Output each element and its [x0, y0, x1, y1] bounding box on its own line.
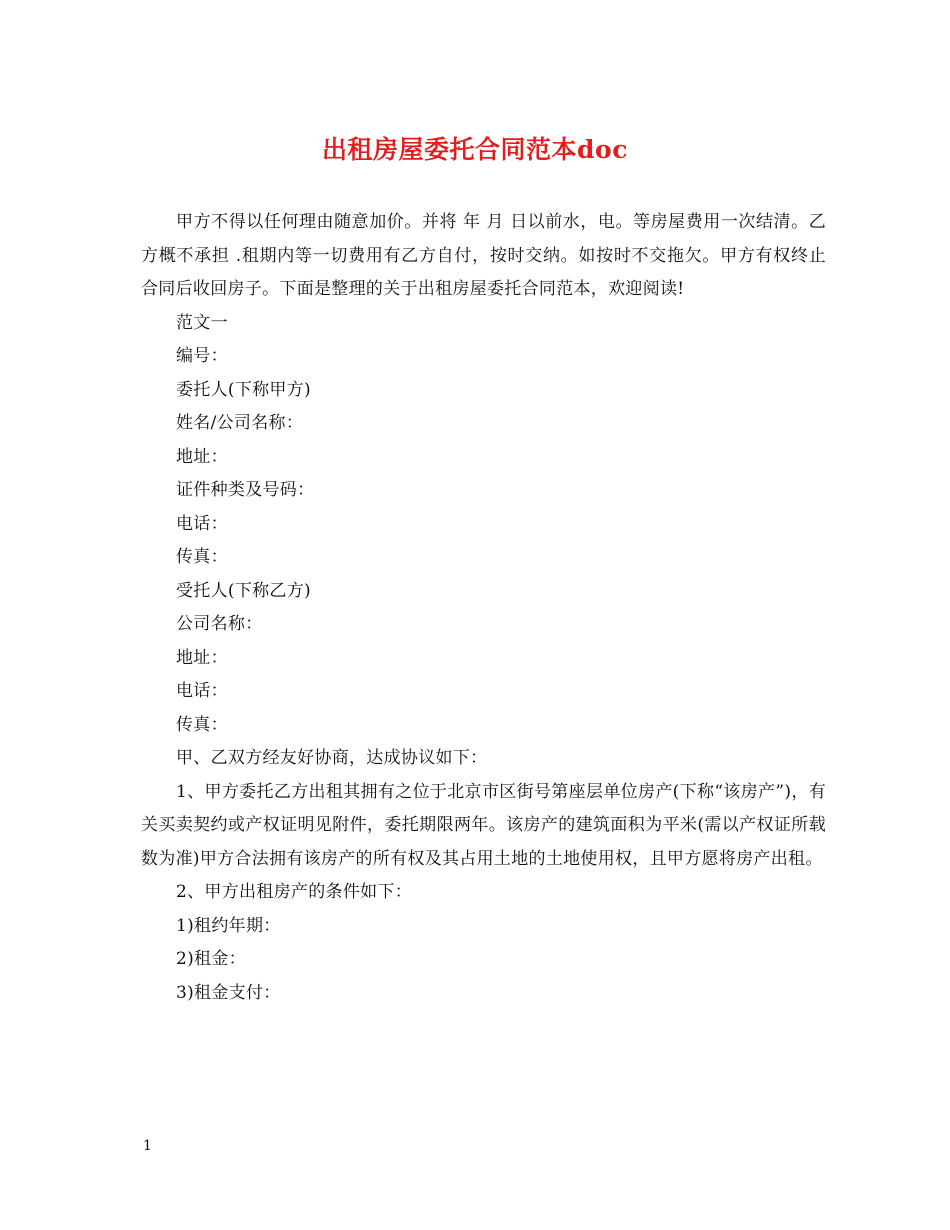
paragraph: 1、甲方委托乙方出租其拥有之位于北京市区街号第座层单位房产(下称“该房产”)，有关买卖契约或产权证明见附件，委托期限两年。该房产的建筑面积为平米(需以产权证所载数为准)甲方合法拥有该房产的所有权及其占用土地的土地使用权，且甲方愿将房产出租。	[141, 781, 826, 869]
paragraph: 地址：	[176, 446, 228, 467]
document-body	[141, 206, 826, 1010]
paragraph: 姓名/公司名称：	[176, 413, 304, 433]
page-number: 1	[143, 1138, 152, 1154]
paragraph: 甲、乙双方经友好协商，达成协议如下：	[176, 748, 488, 768]
document-title: 出租房屋委托合同范本doc	[322, 135, 628, 164]
paragraph: 电话：	[176, 681, 228, 701]
paragraph: 1)租约年期：	[176, 915, 281, 936]
paragraph: 地址：	[176, 647, 228, 668]
paragraph: 证件种类及号码：	[176, 480, 315, 500]
paragraph: 受托人(下称乙方)	[176, 580, 311, 601]
paragraph: 编号：	[176, 346, 228, 366]
paragraph: 范文一	[176, 312, 228, 333]
paragraph: 传真：	[176, 714, 228, 735]
paragraph: 电话：	[176, 513, 228, 534]
paragraph: 甲方不得以任何理由随意加价。并将 年 月 日以前水，电。等房屋费用一次结清。乙方概不承担 .租期内等一切费用有乙方自付，按时交纳。如按时不交拖欠。甲方有权终止合同后收回房子。下面是整理的关于出租房屋委托合同范本，欢迎阅读!	[141, 212, 826, 299]
paragraph: 委托人(下称甲方)	[176, 379, 311, 400]
paragraph: 公司名称：	[176, 614, 263, 634]
paragraph: 3)租金支付：	[176, 982, 281, 1003]
paragraph: 2)租金：	[176, 949, 246, 969]
paragraph: 传真：	[176, 547, 228, 567]
paragraph: 2、甲方出租房产的条件如下：	[176, 882, 413, 902]
